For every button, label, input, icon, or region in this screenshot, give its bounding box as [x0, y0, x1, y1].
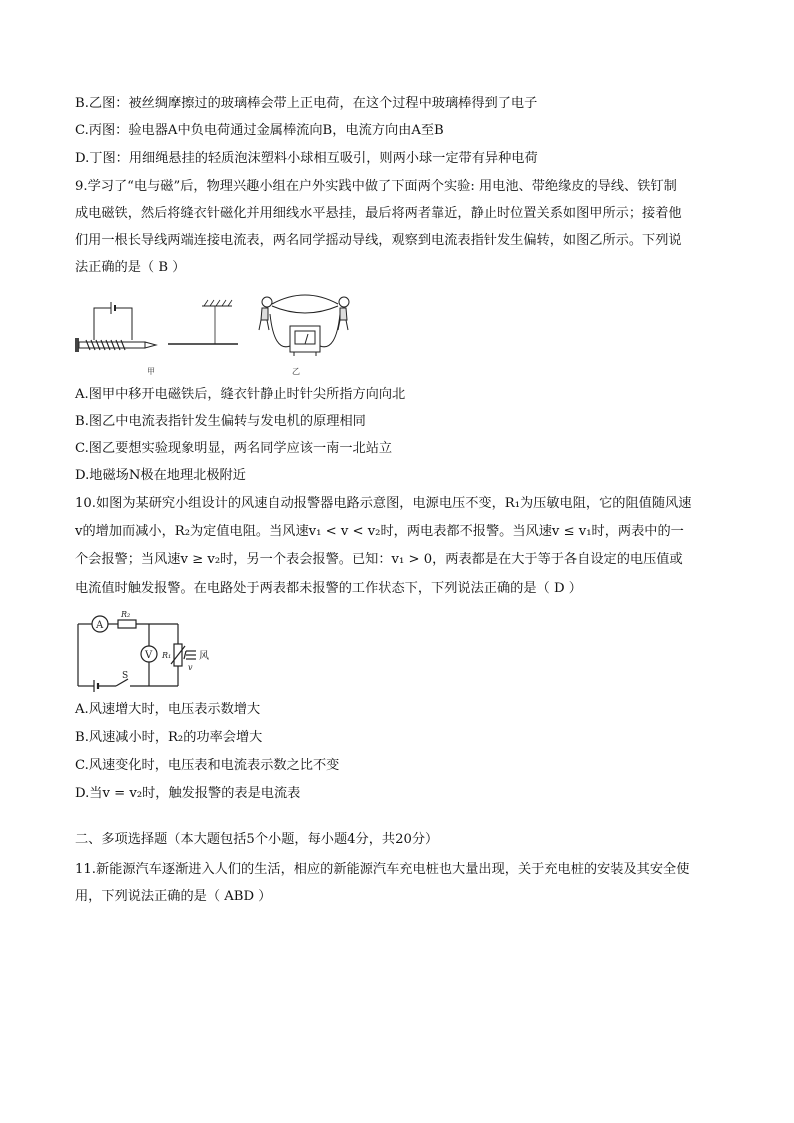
question-10-line-4: 电流值时触发报警。在电路处于两表都未报警的工作状态下，下列说法正确的是（ D ） — [75, 581, 582, 596]
voltmeter-label: V — [145, 650, 153, 661]
question-10-line-2: v的增加而减小，R₂为定值电阻。当风速v₁ < v < v₂时，两电表都不报警。当风速v ≤ v₁时，两表中的一 — [75, 524, 684, 539]
option-8b: B.乙图：被丝绸摩擦过的玻璃棒会带上正电荷，在这个过程中玻璃棒得到了电子 — [75, 96, 538, 111]
speed-label: v — [188, 663, 193, 672]
question-10-line-1: 10.如图为某研究小组设计的风速自动报警器电路示意图，电源电压不变，R₁为压敏电阻，它的阻值随风速 — [75, 496, 692, 511]
option-8d: D.丁图：用细绳悬挂的轻质泡沫塑料小球相互吸引，则两小球一定带有异种电荷 — [75, 151, 538, 166]
option-9d: D.地磁场N极在地理北极附近 — [75, 468, 246, 483]
figure-9-label-yi: 乙 — [292, 367, 300, 376]
option-9c: C.图乙要想实验现象明显，两名同学应该一南一北站立 — [75, 441, 393, 456]
option-10c: C.风速变化时，电压表和电流表示数之比不变 — [75, 758, 340, 773]
option-9a: A.图甲中移开电磁铁后，缝衣针静止时针尖所指方向向北 — [75, 387, 406, 402]
option-10a: A.风速增大时，电压表示数增大 — [75, 702, 261, 717]
option-10b: B.风速减小时，R₂的功率会增大 — [75, 730, 263, 745]
ammeter-label: A — [96, 620, 104, 631]
option-9b: B.图乙中电流表指针发生偏转与发电机的原理相同 — [75, 414, 366, 429]
wind-label: 风 — [199, 651, 209, 662]
question-9-line-4: 法正确的是（ B ） — [75, 260, 186, 275]
r2-label: R₂ — [121, 610, 131, 619]
figure-9 — [72, 290, 372, 375]
question-9-line-3: 们用一根长导线两端连接电流表，两名同学摇动导线，观察到电流表指针发生偏转，如图乙所示。下列说 — [75, 233, 682, 248]
r1-label: R₁ — [162, 651, 172, 660]
figure-9-drawing — [72, 290, 372, 375]
question-9-line-2: 成电磁铁，然后将缝衣针磁化并用细线水平悬挂，最后将两者靠近，静止时位置关系如图甲所示；接着他 — [75, 206, 682, 221]
figure-10-circuit — [72, 606, 232, 698]
question-10-line-3: 个会报警；当风速v ≥ v₂时，另一个表会报警。已知：v₁ > 0，两表都是在大于等于各自设定的电压值或 — [75, 552, 683, 567]
question-11-line-2: 用，下列说法正确的是（ ABD ） — [75, 889, 272, 904]
question-11-line-1: 11.新能源汽车逐渐进入人们的生活，相应的新能源汽车充电桩也大量出现，关于充电桩的安装及其安全使 — [75, 862, 690, 877]
question-9-line-1: 9.学习了“电与磁”后，物理兴趣小组在户外实践中做了下面两个实验: 用电池、带绝缘皮的导线、铁钉制 — [75, 179, 677, 194]
section-heading: 二、多项选择题（本大题包括5个小题，每小题4分，共20分） — [75, 832, 439, 847]
option-8c: C.丙图：验电器A中负电荷通过金属棒流向B，电流方向由A至B — [75, 123, 444, 138]
option-10d: D.当v = v₂时，触发报警的表是电流表 — [75, 786, 301, 801]
circuit-diagram — [72, 606, 232, 698]
figure-9-label-jia: 甲 — [147, 367, 155, 376]
switch-label: S — [122, 671, 129, 681]
